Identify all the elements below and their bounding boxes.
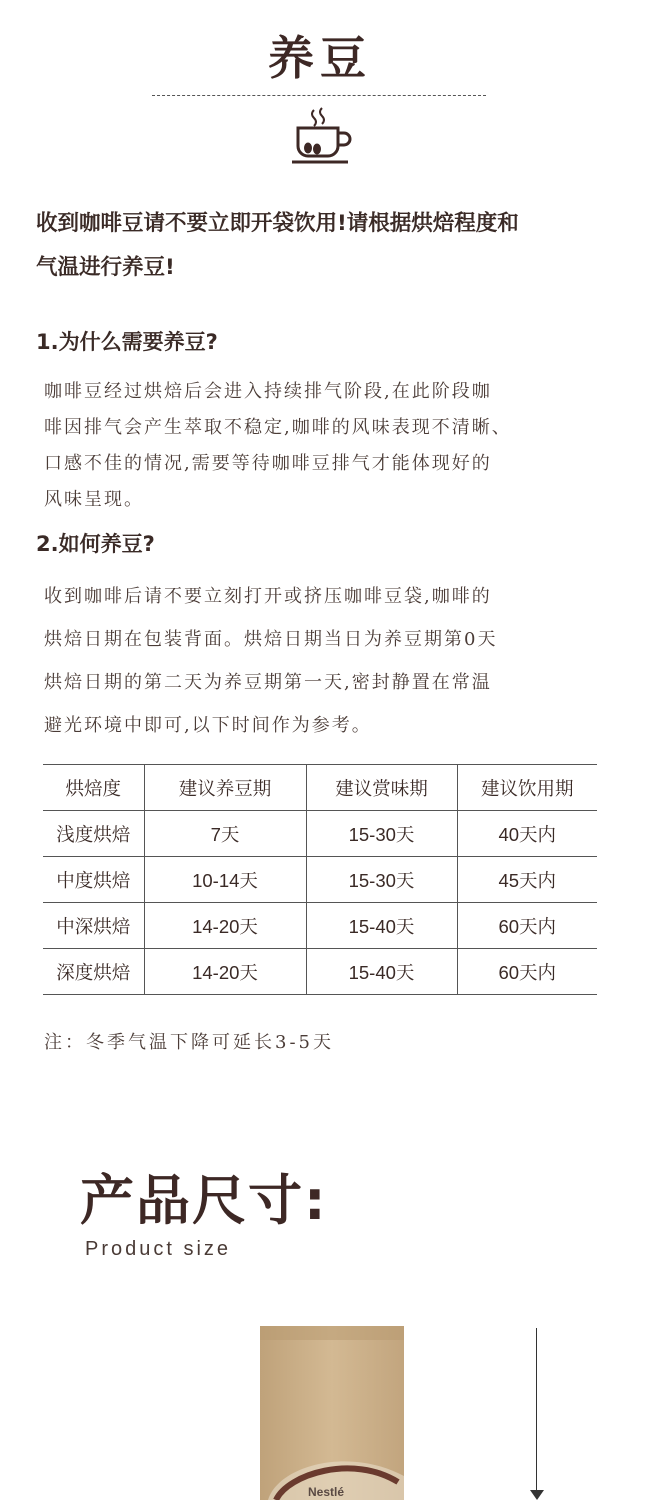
table-cell: 60天内 bbox=[457, 903, 597, 949]
table-header-cell: 建议赏味期 bbox=[306, 765, 457, 811]
section1-paragraph bbox=[44, 374, 624, 518]
section2-line: 避光环境中即可,以下时间作为参考。 bbox=[44, 715, 372, 736]
table-cell: 14-20天 bbox=[144, 903, 306, 949]
section2-line: 烘焙日期的第二天为养豆期第一天,密封静置在常温 bbox=[44, 672, 492, 693]
roast-table bbox=[43, 764, 597, 995]
table-cell: 15-30天 bbox=[306, 857, 457, 903]
table-cell: 40天内 bbox=[457, 811, 597, 857]
table-cell: 10-14天 bbox=[144, 857, 306, 903]
table-row bbox=[43, 857, 597, 903]
table-row bbox=[43, 811, 597, 857]
table-cell: 15-40天 bbox=[306, 903, 457, 949]
section1-heading: 1.为什么需要养豆? bbox=[36, 330, 218, 354]
table-cell: 7天 bbox=[144, 811, 306, 857]
table-header-cell: 建议饮用期 bbox=[457, 765, 597, 811]
section1-line: 啡因排气会产生萃取不稳定,咖啡的风味表现不清晰、 bbox=[44, 417, 512, 438]
section2-line: 收到咖啡后请不要立刻打开或挤压咖啡豆袋,咖啡的 bbox=[44, 586, 492, 607]
product-size-subtitle: Product size bbox=[85, 1238, 232, 1260]
coffee-cup-icon bbox=[288, 106, 354, 166]
table-header-row bbox=[43, 765, 597, 811]
intro-text bbox=[36, 202, 636, 290]
dashed-divider bbox=[152, 95, 486, 96]
brand-logo: Nestlé bbox=[308, 1485, 345, 1499]
table-cell: 浅度烘焙 bbox=[43, 811, 144, 857]
page-title: 养豆 bbox=[268, 31, 372, 85]
table-cell: 15-40天 bbox=[306, 949, 457, 995]
table-cell: 14-20天 bbox=[144, 949, 306, 995]
table-cell: 中度烘焙 bbox=[43, 857, 144, 903]
coffee-bag-image bbox=[258, 1326, 406, 1500]
product-size-title: 产品尺寸: bbox=[80, 1169, 328, 1232]
table-cell: 中深烘焙 bbox=[43, 903, 144, 949]
section2-heading: 2.如何养豆? bbox=[36, 532, 155, 556]
note-text: 注：冬季气温下降可延长3-5天 bbox=[44, 1032, 334, 1053]
intro-line-1: 收到咖啡豆请不要立即开袋饮用!请根据烘焙程度和 bbox=[36, 211, 519, 236]
table-header-cell: 烘焙度 bbox=[43, 765, 144, 811]
section1-line: 风味呈现。 bbox=[44, 489, 144, 510]
down-arrow-icon bbox=[530, 1490, 544, 1500]
table-cell: 深度烘焙 bbox=[43, 949, 144, 995]
section1-line: 口感不佳的情况,需要等待咖啡豆排气才能体现好的 bbox=[44, 453, 492, 474]
table-cell: 60天内 bbox=[457, 949, 597, 995]
table-header-cell: 建议养豆期 bbox=[144, 765, 306, 811]
height-indicator-line bbox=[536, 1328, 537, 1494]
table-row bbox=[43, 903, 597, 949]
table-row bbox=[43, 949, 597, 995]
section2-paragraph bbox=[44, 575, 624, 747]
table-cell: 45天内 bbox=[457, 857, 597, 903]
section2-line: 烘焙日期在包装背面。烘焙日期当日为养豆期第0天 bbox=[44, 629, 498, 650]
section1-line: 咖啡豆经过烘焙后会进入持续排气阶段,在此阶段咖 bbox=[44, 381, 492, 402]
table-cell: 15-30天 bbox=[306, 811, 457, 857]
intro-line-2: 气温进行养豆! bbox=[36, 255, 175, 280]
